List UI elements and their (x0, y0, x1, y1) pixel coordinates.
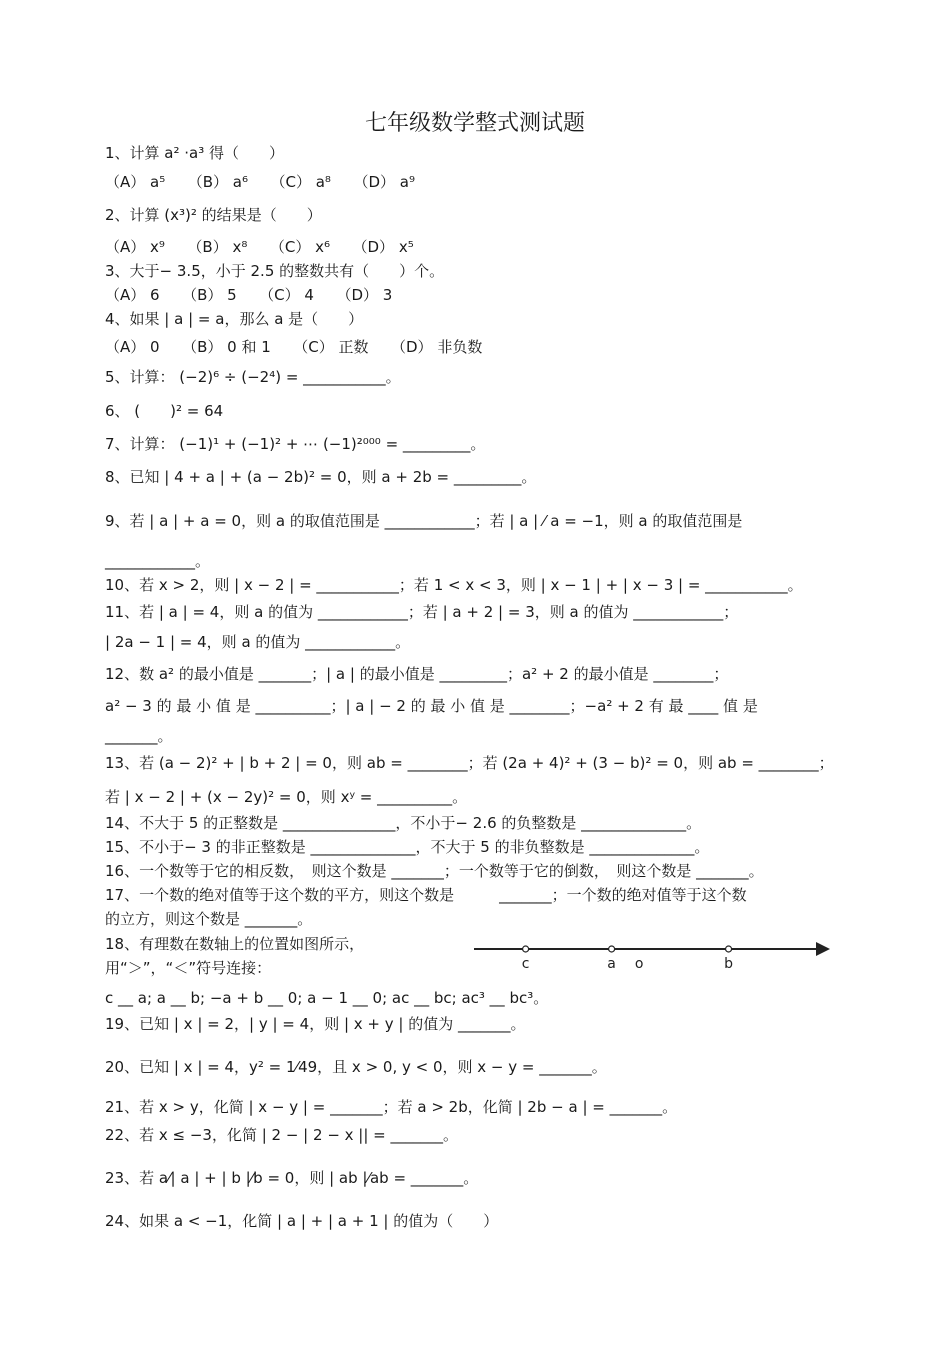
number-line-arrow-icon (816, 942, 830, 956)
question-3: 3、大于− 3.5，小于 2.5 的整数共有（ ）个。 (105, 262, 445, 280)
question-11: 11、若 | a | = 4，则 a 的值为 ____________；若 | a + 2 | = 3，则 a 的值为 ____________； (105, 603, 739, 621)
question-4: 4、如果 | a | = a，那么 a 是（ ） (105, 310, 364, 328)
question-2: 2、计算 (x³)² 的结果是（ ） (105, 206, 322, 224)
question-6: 6、 ( )² = 64 (105, 402, 224, 420)
point-c (523, 946, 529, 952)
question-11-cont: | 2a − 1 | = 4，则 a 的值为 ____________。 (105, 633, 411, 651)
label-b: b (724, 956, 734, 972)
number-line (472, 938, 832, 972)
question-9: 9、若 | a | + a = 0，则 a 的取值范围是 ____________；若 | a | ⁄ a = −1，则 a 的取值范围是 (105, 512, 743, 530)
question-16: 16、一个数等于它的相反数， 则这个数是 _______；一个数等于它的倒数， 则这个数是 _______。 (105, 862, 764, 880)
question-1: 1、计算 a² ·a³ 得（ ） (105, 144, 285, 162)
question-4-options: （A） 0 （B） 0 和 1 （C） 正数 （D） 非负数 (105, 338, 483, 356)
question-13-cont: 若 | x − 2 | + (x − 2y)² = 0，则 xʸ = __________。 (105, 788, 468, 806)
label-c: c (521, 956, 530, 972)
question-12-cont: a² − 3 的 最 小 值 是 __________；| a | − 2 的 最 小 值 是 ________；−a² + 2 有 最 ____ 值 是 (105, 697, 758, 715)
question-17-cont: 的立方，则这个数是 _______。 (105, 910, 313, 928)
question-12-cont2: _______。 (105, 727, 173, 745)
question-10: 10、若 x > 2，则 | x − 2 | = ___________；若 1 < x < 3，则 | x − 1 | + | x − 3 | = ___________。 (105, 576, 803, 594)
point-b (726, 946, 732, 952)
question-8: 8、已知 | 4 + a | + (a − 2b)² = 0，则 a + 2b = _________。 (105, 468, 537, 486)
question-17: 17、一个数的绝对值等于这个数的平方，则这个数是 _______；一个数的绝对值等于这个数 (105, 886, 747, 904)
label-a: a (607, 956, 616, 972)
question-9-cont: ____________。 (105, 552, 211, 570)
question-24: 24、如果 a < −1，化简 | a | + | a + 1 | 的值为（ ） (105, 1212, 499, 1230)
question-2-options: （A） x⁹ （B） x⁸ （C） x⁶ （D） x⁵ (105, 238, 414, 256)
question-20: 20、已知 | x | = 4，y² = 1⁄49，且 x > 0, y < 0，则 x − y = _______。 (105, 1058, 607, 1076)
question-18-cont2: c __ a; a __ b; −a + b __ 0; a − 1 __ 0; ac __ bc; ac³ __ bc³。 (105, 989, 549, 1007)
question-23: 23、若 a⁄| a | + | b |⁄b = 0，则 | ab |⁄ab = _______。 (105, 1169, 479, 1187)
question-18-cont: 用“＞”，“＜”符号连接： (105, 959, 272, 977)
question-7: 7、计算： (−1)¹ + (−1)² + ⋯ (−1)²⁰⁰⁰ = _________。 (105, 435, 486, 453)
question-14: 14、不大于 5 的正整数是 _______________，不小于− 2.6 的负整数是 ______________。 (105, 814, 702, 832)
point-a (609, 946, 615, 952)
question-15: 15、不小于− 3 的非正整数是 ______________，不大于 5 的非负整数是 ______________。 (105, 838, 710, 856)
question-1-options: （A） a⁵ （B） a⁶ （C） a⁸ （D） a⁹ (105, 173, 415, 191)
question-3-options: （A） 6 （B） 5 （C） 4 （D） 3 (105, 286, 393, 304)
question-5: 5、计算： (−2)⁶ ÷ (−2⁴) = ___________。 (105, 368, 401, 386)
question-12: 12、数 a² 的最小值是 _______；| a | 的最小值是 _________；a² + 2 的最小值是 ________； (105, 665, 729, 683)
question-13: 13、若 (a − 2)² + | b + 2 | = 0，则 ab = ________；若 (2a + 4)² + (3 − b)² = 0，则 ab = ________； (105, 754, 834, 772)
question-21: 21、若 x > y，化简 | x − y | = _______；若 a > 2b，化简 | 2b − a | = _______。 (105, 1098, 678, 1116)
label-o: o (634, 956, 644, 972)
page-title: 七年级数学整式测试题 (364, 111, 585, 136)
question-19: 19、已知 | x | = 2，| y | = 4，则 | x + y | 的值为 _______。 (105, 1015, 526, 1033)
question-22: 22、若 x ≤ −3，化简 | 2 − | 2 − x || = _______。 (105, 1126, 459, 1144)
question-18: 18、有理数在数轴上的位置如图所示， (105, 935, 365, 953)
